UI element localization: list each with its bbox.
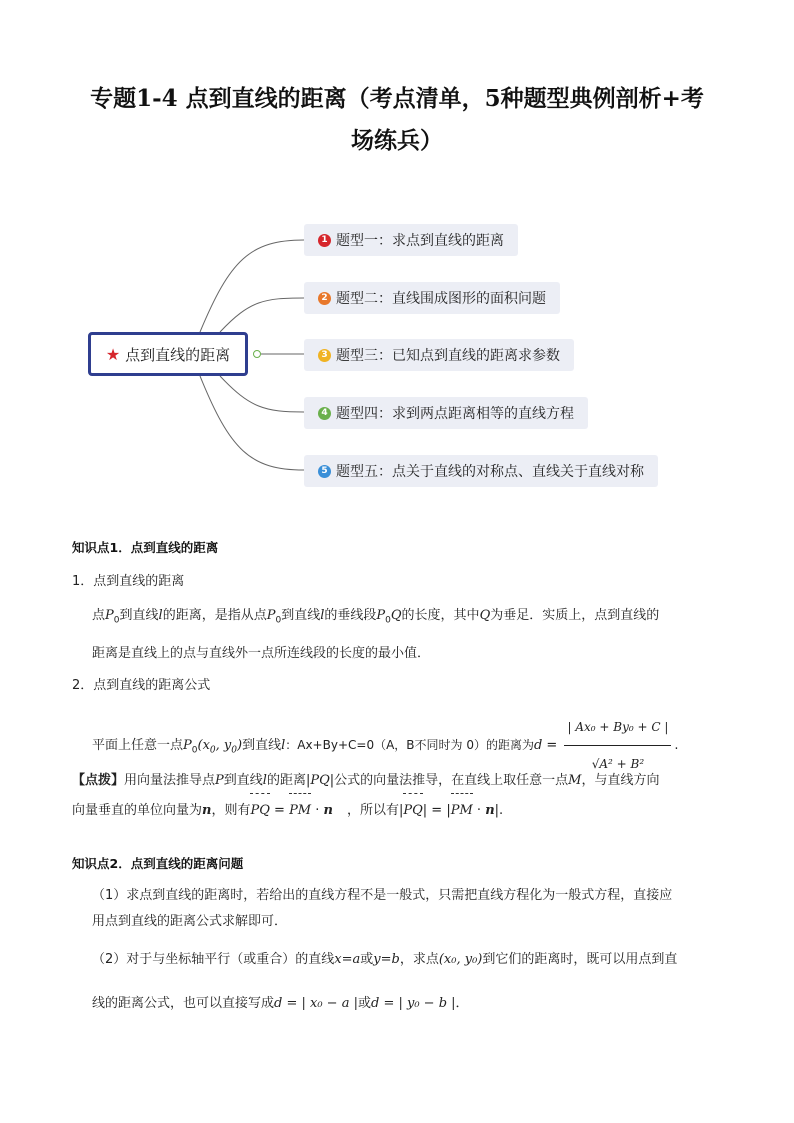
tip-line-2 [72,796,732,826]
badge-4: 4 [318,407,331,420]
math-n: n [485,803,495,818]
k1-s2-title: 2．点到直线的距离公式 [72,678,211,693]
branch-4-label: 题型四：求到两点距离相等的直线方程 [336,406,574,422]
mind-map-connectors [0,0,794,520]
math-x-eq-a: x=a [334,952,361,967]
text: · [472,803,486,818]
text: 或 [357,996,371,1011]
text: = [269,803,290,818]
math-formula-2: d = | y₀ − b | [371,996,456,1011]
tip-paragraph [72,766,732,826]
mind-map-root [88,332,248,376]
tip-line-1 [72,766,732,796]
text: 向量垂直的单位向量为 [72,803,203,818]
k1-s1-para-2: 距离是直线上的点与直线外一点所连线段的长度的最小值． [92,646,431,661]
branch-2-label: 题型二：直线围成图形的面积问题 [336,291,546,307]
k2-para-2 [72,950,752,970]
text: | [399,803,404,818]
k1-s2-formula-line: 平面上任意一点$P_0(x_0$, $y_0$)到直线l：Ax+By+C=0（A，B不同时为 0）的距离为d = $\frac{\text{| Ax₀ + By₀ + C |}}{\text{√A² + B²}}$ . [72,710,752,781]
branch-3 [304,339,574,371]
branch-5 [304,455,658,487]
text: ) [236,738,243,753]
math-P0Q: P [376,608,386,623]
vector-PM: PM [289,796,311,826]
math-n: n [323,803,333,818]
text: 或 [360,952,374,967]
text: （2）对于与坐标轴平行（或重合）的直线 [92,952,335,967]
text: (x [197,738,210,753]
text: 为垂足．实质上，点到直线的 [490,608,660,623]
text: 线的距离公式，也可以直接写成 [92,996,275,1011]
text: ，则有 [211,803,251,818]
text: 的长度，其中 [401,608,480,623]
mind-map [0,0,794,520]
text: ，所以有 [346,803,399,818]
math-y-eq-b: y=b [373,952,400,967]
math-l: l [158,608,163,623]
text: 点 [92,608,106,623]
branch-5-label: 题型五：点关于直线的对称点、直线关于直线对称 [336,464,644,480]
math-PQ: PQ [310,773,330,788]
math-d: d [533,738,543,753]
math-point: (x₀, y₀) [438,952,483,967]
text: . [674,738,679,753]
branch-1 [304,224,518,256]
k2-para-1b: 用点到直线的距离公式求解即可． [92,914,288,929]
k2-para-1a: （1）求点到直线的距离时，若给出的直线方程不是一般式，只需把直线方程化为一般式方程，直接应 [92,888,673,903]
tip-label: 【点拨】 [72,773,125,788]
root-label: 点到直线的距离 [125,345,231,364]
math-P0: P [105,608,114,623]
title-line-2: 场练兵） [351,127,443,154]
title-line-1: 专题1-4 点到直线的距离（考点清单，5种题型典例剖析+考 [90,85,704,112]
math-Q: Q [390,608,402,623]
badge-5: 5 [318,465,331,478]
branch-2 [304,282,560,314]
text: ：Ax+By+C=0（A，B不同时为 0）的距离为 [285,738,534,752]
connector-2 [220,298,304,332]
text: 用向量法推导点 [124,773,216,788]
text: 的垂线段 [324,608,377,623]
text: 到直线 [281,608,321,623]
text: |. [494,803,504,818]
math-P: P [215,773,224,788]
text: |公式的向量法推导，在直线上取任意一点 [329,773,569,788]
text: · [311,803,324,818]
branch-1-label: 题型一：求点到直线的距离 [336,233,504,249]
k1-heading: 知识点1．点到直线的距离 [72,540,219,555]
text: 的距离| [266,773,311,788]
math-M: M [568,773,582,788]
text: | = | [422,803,451,818]
connector-4 [220,376,304,412]
badge-2: 2 [318,292,331,305]
k2-heading: 知识点2．点到直线的距离问题 [72,856,244,871]
math-P0: P [183,738,192,753]
math-formula-1: d = | x₀ − a | [274,996,358,1011]
math-n: n [202,803,212,818]
branch-4 [304,397,588,429]
vector-PM: PM [451,796,473,826]
vector-PQ: PQ [250,796,269,826]
text: 到它们的距离时，既可以用点到直 [482,952,678,967]
text: 到直线 [223,773,263,788]
text: ． [455,996,469,1011]
connector-1 [200,240,304,332]
badge-1: 1 [318,234,331,247]
k1-s1-title: 1．点到直线的距离 [72,574,185,589]
math-l: l [281,738,286,753]
k2-para-3 [72,994,752,1014]
text: 到直线 [119,608,159,623]
text: ，与直线方向 [581,773,660,788]
formula-denominator: √A² + B² [591,757,645,771]
text: = [542,738,562,753]
collapse-handle-icon [253,350,261,358]
text: 平面上任意一点 [92,738,184,753]
text: , y [215,738,232,753]
vector-PQ: PQ [403,796,422,826]
k1-s1-para-1: 点$P_0$到直线l的距离，是指从点$P_0$到直线l的垂线段$P_0Q$的长度，其中Q为垂足．实质上，点到直线的 [92,608,660,626]
math-l: l [262,773,267,788]
badge-3: 3 [318,349,331,362]
text: ，求点 [399,952,439,967]
text: 的距离，是指从点 [162,608,267,623]
formula-numerator: | Ax₀ + By₀ + C | [564,710,671,746]
star-icon: ★ [105,344,121,364]
branch-3-label: 题型三：已知点到直线的距离求参数 [336,348,560,364]
text: 到直线 [242,738,282,753]
connector-5 [200,376,304,470]
